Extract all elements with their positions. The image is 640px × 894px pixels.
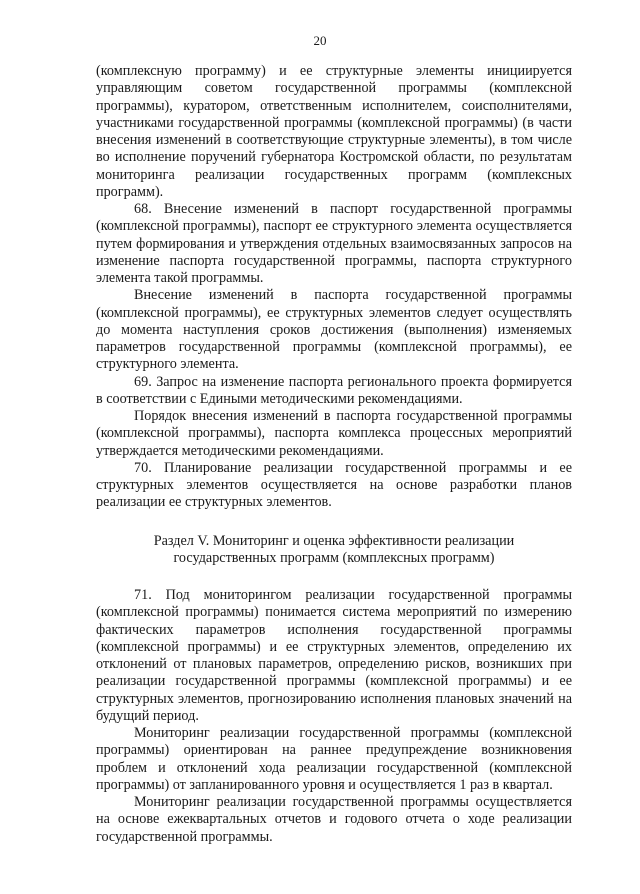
paragraph-item-69-procedure: Порядок внесения изменений в паспорта государственной программы (комплексной программы), паспорта комплекса процессных мероприятий утверждается методическими рекомендациями.	[96, 408, 572, 459]
paragraph-item-68-amendments: Внесение изменений в паспорта государственной программы (комплексной программы), ее структурных элементов следует осуществлять до момента наступления сроков достижения (выполнения) изменяемых параметров государственной программы (комплексной программы), ее структурного элемента.	[96, 287, 572, 373]
paragraph-item-68: 68. Внесение изменений в паспорт государственной программы (комплексной программы), паспорт ее структурного элемента осуществляется путем формирования и утверждения отдельных взаимосвязанных запросов на изменение паспорта государственной программы, паспорта структурного элемента такой программы.	[96, 201, 572, 286]
section-heading-line-1: Раздел V. Мониторинг и оценка эффективности реализации	[153, 532, 515, 549]
paragraph-item-70: 70. Планирование реализации государственной программы и ее структурных элементов осуществляется на основе разработки планов реализации ее структурных элементов.	[96, 459, 572, 511]
paragraph-monitoring-purpose: Мониторинг реализации государственной программы (комплексной программы) ориентирован на раннее предупреждение возникновения проблем и отклонений хода реализации государственной (комплексной программы) от запланированного уровня и осуществляется 1 раз в квартал.	[96, 725, 572, 793]
paragraph-item-71: 71. Под мониторингом реализации государственной программы (комплексной программы) понимается система мероприятий по измерению фактических параметров исполнения государственной программы (комплексной программы) и ее структурных элементов, определению их отклонений от плановых параметров, определению рисков, возникших при реализации государственной программы (комплексной программы) и ее структурных элементов, прогнозированию исполнения плановых значений на будущий период.	[96, 587, 572, 724]
section-heading-line-2: государственных программ (комплексных программ)	[173, 549, 495, 566]
paragraph-item-69: 69. Запрос на изменение паспорта регионального проекта формируется в соответствии с Едиными методическими рекомендациями.	[96, 373, 572, 407]
paragraph-continuation: (комплексную программу) и ее структурные элементы инициируется управляющим советом государственной программы (комплексной программы), куратором, ответственным исполнителем, соисполнителями, участниками государственной программы (комплексной программы) (в части внесения изменений в соответствующие структурные элементы), в том числе во исполнение поручений губернатора Костромской области, по результатам мониторинга реализации государственных программ (комплексных программ).	[96, 63, 572, 200]
section-heading	[96, 533, 572, 568]
page-number: 20	[313, 33, 327, 48]
document-body	[96, 63, 572, 846]
paragraph-monitoring-basis: Мониторинг реализации государственной программы осуществляется на основе ежеквартальных отчетов и годового отчета о ходе реализации государственной программы.	[96, 794, 572, 845]
